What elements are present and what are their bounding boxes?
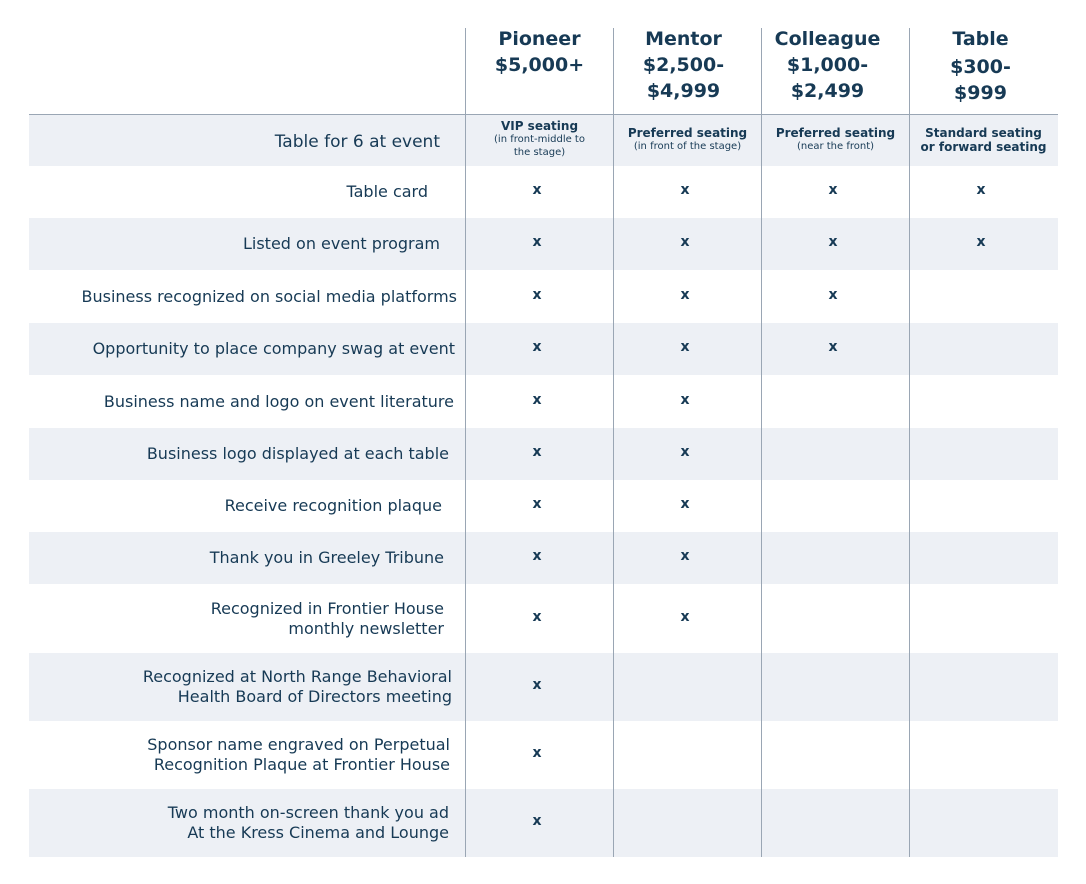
seating-sub-2: the stage) bbox=[513, 147, 566, 158]
benefit-label-line: Table card bbox=[346, 182, 428, 201]
benefit-label-line: Thank you in Greeley Tribune bbox=[209, 548, 444, 567]
seating-main: Preferred seating bbox=[627, 126, 748, 140]
benefit-label-line: Business name and logo on event literature bbox=[103, 391, 454, 411]
benefit-label-line: Business logo displayed at each table bbox=[146, 444, 449, 463]
tier-name: Colleague bbox=[774, 28, 881, 50]
seating-main: Preferred seating bbox=[775, 126, 896, 140]
tier-price: $2,500- bbox=[642, 54, 725, 76]
included-mark: x bbox=[532, 234, 542, 250]
tier-header-mentor bbox=[610, 26, 757, 104]
included-mark: x bbox=[680, 608, 690, 625]
tier-header-colleague bbox=[754, 26, 901, 104]
included-mark: x bbox=[680, 286, 690, 303]
included-mark: x bbox=[532, 391, 542, 408]
included-mark: x bbox=[680, 548, 690, 564]
included-mark: x bbox=[532, 444, 542, 460]
column-divider bbox=[465, 28, 466, 857]
included-mark: x bbox=[532, 496, 542, 512]
tier-price-2: $4,999 bbox=[646, 80, 721, 102]
benefit-label-line: Business recognized on social media platforms bbox=[81, 286, 457, 306]
benefit-label bbox=[32, 667, 452, 707]
benefit-label bbox=[20, 234, 440, 254]
included-mark: x bbox=[680, 444, 690, 460]
benefit-label-line: Opportunity to place company swag at event bbox=[92, 339, 455, 358]
benefit-label bbox=[29, 803, 449, 843]
seating-main: Standard seating bbox=[925, 126, 1042, 140]
tier-price-2: $2,499 bbox=[790, 80, 865, 102]
included-mark: x bbox=[680, 234, 690, 250]
included-mark: x bbox=[680, 496, 690, 512]
included-mark: x bbox=[680, 339, 690, 355]
seating-cell-colleague bbox=[762, 126, 909, 153]
tier-price: $5,000+ bbox=[494, 54, 585, 76]
benefit-label bbox=[8, 182, 428, 202]
benefit-label bbox=[24, 548, 444, 568]
included-mark: x bbox=[532, 286, 542, 303]
included-mark: x bbox=[828, 286, 838, 303]
seating-sub: (in front-middle to bbox=[494, 134, 585, 145]
included-mark: x bbox=[532, 677, 542, 693]
seating-main: VIP seating bbox=[500, 119, 579, 133]
tier-price-2: $999 bbox=[954, 82, 1007, 104]
included-mark: x bbox=[532, 608, 542, 625]
benefit-label-line-2: Recognition Plaque at Frontier House bbox=[153, 755, 450, 774]
tier-name: Mentor bbox=[645, 28, 722, 50]
benefit-label-line: Recognized in Frontier House bbox=[210, 598, 444, 618]
column-divider bbox=[613, 28, 614, 857]
benefit-label-line-2: Health Board of Directors meeting bbox=[177, 687, 452, 706]
benefit-label-line: Sponsor name engraved on Perpetual bbox=[147, 735, 450, 754]
included-mark: x bbox=[680, 182, 690, 198]
seating-main-2: or forward seating bbox=[920, 140, 1047, 154]
included-mark: x bbox=[828, 234, 838, 250]
included-mark: x bbox=[532, 339, 542, 355]
seating-sub: (in front of the stage) bbox=[633, 141, 742, 152]
benefit-label-line: Listed on event program bbox=[242, 234, 440, 253]
tier-price: $300- bbox=[950, 56, 1011, 78]
included-mark: x bbox=[680, 391, 690, 408]
included-mark: x bbox=[532, 745, 542, 761]
included-mark: x bbox=[976, 234, 986, 250]
included-mark: x bbox=[976, 182, 986, 198]
column-divider bbox=[761, 28, 762, 857]
benefit-label-line: Recognized at North Range Behavioral bbox=[142, 667, 452, 686]
included-mark: x bbox=[532, 182, 542, 198]
benefit-label-line-2: monthly newsletter bbox=[288, 618, 444, 638]
benefit-label-line-2: At the Kress Cinema and Lounge bbox=[187, 823, 449, 842]
tier-price: $1,000- bbox=[786, 54, 869, 76]
seating-row-label: Table for 6 at event bbox=[274, 132, 440, 152]
included-mark: x bbox=[532, 813, 542, 829]
tier-name: Pioneer bbox=[498, 28, 581, 50]
benefit-label-line: Two month on-screen thank you ad bbox=[167, 803, 449, 822]
included-mark: x bbox=[828, 339, 838, 355]
included-mark: x bbox=[532, 548, 542, 564]
benefit-label bbox=[30, 735, 450, 775]
tier-header-pioneer bbox=[466, 26, 613, 78]
benefit-label bbox=[35, 339, 455, 359]
seating-cell-table bbox=[910, 126, 1057, 154]
tier-name: Table bbox=[952, 28, 1009, 50]
seating-cell-pioneer bbox=[466, 119, 613, 159]
benefit-label bbox=[29, 444, 449, 464]
column-divider bbox=[909, 28, 910, 857]
tier-header-table bbox=[907, 26, 1054, 106]
benefit-label bbox=[24, 599, 444, 639]
benefit-label-line: Receive recognition plaque bbox=[224, 496, 442, 515]
benefit-label bbox=[22, 496, 442, 516]
included-mark: x bbox=[828, 182, 838, 198]
benefit-label bbox=[34, 392, 454, 412]
benefit-label bbox=[37, 287, 457, 307]
seating-sub: (near the front) bbox=[796, 141, 875, 152]
seating-cell-mentor bbox=[614, 126, 761, 153]
